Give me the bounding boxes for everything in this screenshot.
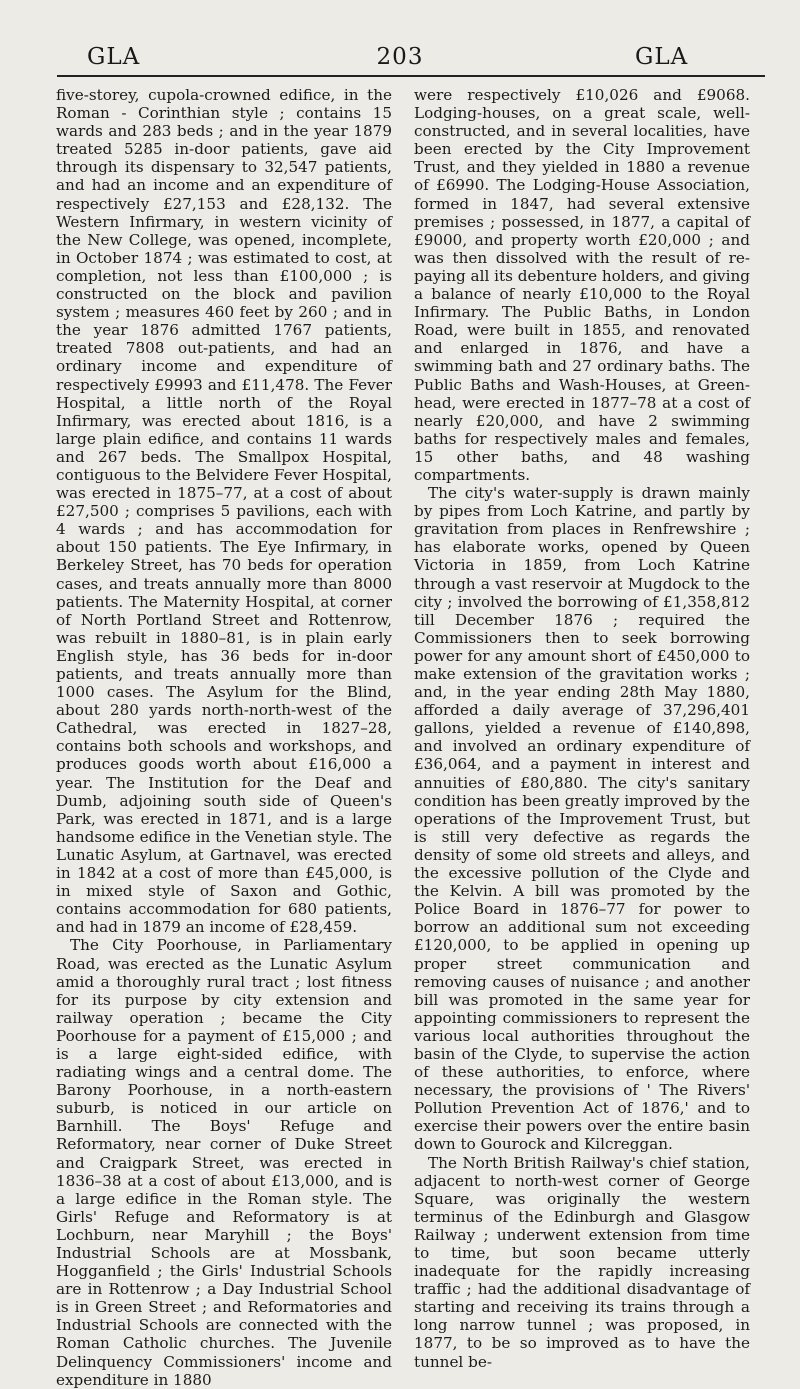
- paragraph: The City Poorhouse, in Parliamentary Road, was erected as the Lunatic Asylum amid a thoroughly rural tract ; lost fitness for its purpose by city extension and railway operation ; became the City Poorhouse for a payment of £15,000 ; and is a large eight-sided edifice, with radiating wings and a central dome. The Barony Poorhouse, in a north-eastern suburb, is noticed in our article on Barnhill. The Boys' Refuge and Reformatory, near corner of Duke Street and Craigpark Street, was erected in 1836–38 at a cost of about £13,000, and is a large edifice in the Roman style. The Girls' Refuge and Reformatory is at Lochburn, near Maryhill ; the Boys' Industrial Schools are at Mossbank, Hogganfield ; the Girls' Industrial Schools are in Rottenrow ; a Day Industrial School is in Green Street ; and Reformatories and Industrial Schools are connected with the Roman Catholic churches. The Juvenile Delinquency Commissioners' income and expenditure in 1880: [56, 936, 392, 1389]
- paragraph: five-storey, cupola-crowned edifice, in the Roman - Corinthian style ; contains 15 wards and 283 beds ; and in the year 1879 treated 5285 in-door patients, gave aid through its dispensary to 32,547 patients, and had an income and an expenditure of respectively £27,153 and £28,132. The Western Infirmary, in western vicinity of the New College, was opened, incomplete, in October 1874 ; was estimated to cost, at completion, not less than £100,000 ; is constructed on the block and pavilion system ; measures 460 feet by 260 ; and in the year 1876 admitted 1767 patients, treated 7808 out-patients, and had an ordinary income and expenditure of respectively £9993 and £11,478. The Fever Hospital, a little north of the Royal Infirmary, was erected about 1816, is a large plain edifice, and contains 11 wards and 267 beds. The Smallpox Hospital, contiguous to the Belvidere Fever Hospital, was erected in 1875–77, at a cost of about £27,500 ; comprises 5 pavilions, each with 4 wards ; and has accommodation for about 150 patients. The Eye Infirmary, in Berkeley Street, has 70 beds for operation cases, and treats annually more than 8000 patients. The Maternity Hospital, at corner of North Portland Street and Rottenrow, was rebuilt in 1880–81, is in plain early English style, has 36 beds for in-door patients, and treats annually more than 1000 cases. The Asylum for the Blind, about 280 yards north-north-west of the Cathedral, was erected in 1827–28, contains both schools and workshops, and produces goods worth about £16,000 a year. The Institution for the Deaf and Dumb, adjoining south side of Queen's Park, was erected in 1871, and is a large handsome edifice in the Venetian style. The Lunatic Asylum, at Gartnavel, was erected in 1842 at a cost of more than £45,000, is in mixed style of Saxon and Gothic, contains accommodation for 680 patients, and had in 1879 an income of £28,459.: [56, 86, 392, 937]
- paragraph: The North British Railway's chief station, adjacent to north-west corner of George Square, was originally the western terminus of the Edinburgh and Glasgow Railway ; underwent extension from time to time, but soon became utterly inadequate for the rapidly increasing traffic ; had the additional disadvantage of starting and receiving its trains through a long narrow tunnel ; was proposed, in 1877, to be so improved as to have the tunnel be-: [414, 1153, 750, 1371]
- header-left-word: GLA: [87, 44, 141, 70]
- paragraph: were respectively £10,026 and £9068. Lodging-houses, on a great scale, well-constructed, and in several localities, have been erected by the City Improvement Trust, and they yielded in 1880 a revenue of £6990. The Lodging-House Association, formed in 1847, had several extensive premises ; possessed, in 1877, a capital of £9000, and property worth £20,000 ; and was then dissolved with the result of re-paying all its debenture holders, and giving a balance of nearly £10,000 to the Royal Infirmary. The Public Baths, in London Road, were built in 1855, and renovated and enlarged in 1876, and have a swimming bath and 27 ordinary baths. The Public Baths and Wash-Houses, at Green-head, were erected in 1877–78 at a cost of nearly £20,000, and have 2 swimming baths for respectively males and females, 15 other baths, and 48 washing compartments.: [414, 86, 750, 484]
- page-number: 203: [376, 44, 424, 70]
- header-right-word: GLA: [635, 44, 689, 70]
- page-header: [0, 44, 800, 74]
- right-column: [414, 86, 750, 1371]
- paragraph: The city's water-supply is drawn mainly by pipes from Loch Katrine, and partly by gravitation from places in Renfrewshire ; has elaborate works, opened by Queen Victoria in 1859, from Loch Katrine through a vast reservoir at Mugdock to the city ; involved the borrowing of £1,358,812 till December 1876 ; required the Commissioners then to seek borrowing power for any amount short of £450,000 to make extension of the gravitation works ; and, in the year ending 28th May 1880, afforded a daily average of 37,296,401 gallons, yielded a revenue of £140,898, and involved an ordinary expenditure of £36,064, and a payment in interest and annuities of £80,880. The city's sanitary condition has been greatly improved by the operations of the Improvement Trust, but is still very defective as regards the density of some old streets and alleys, and the excessive pollution of the Clyde and the Kelvin. A bill was promoted by the Police Board in 1876–77 for power to borrow an additional sum not exceeding £120,000, to be applied in opening up proper street communication and removing causes of nuisance ; and another bill was promoted in the same year for appointing commissioners to represent the various local authorities throughout the basin of the Clyde, to supervise the action of these authorities, to enforce, where necessary, the provisions of ' The Rivers' Pollution Prevention Act of 1876,' and to exercise their powers over the entire basin down to Gourock and Kilcreggan.: [414, 484, 750, 1154]
- left-column: [56, 86, 392, 1389]
- header-rule: [57, 75, 765, 77]
